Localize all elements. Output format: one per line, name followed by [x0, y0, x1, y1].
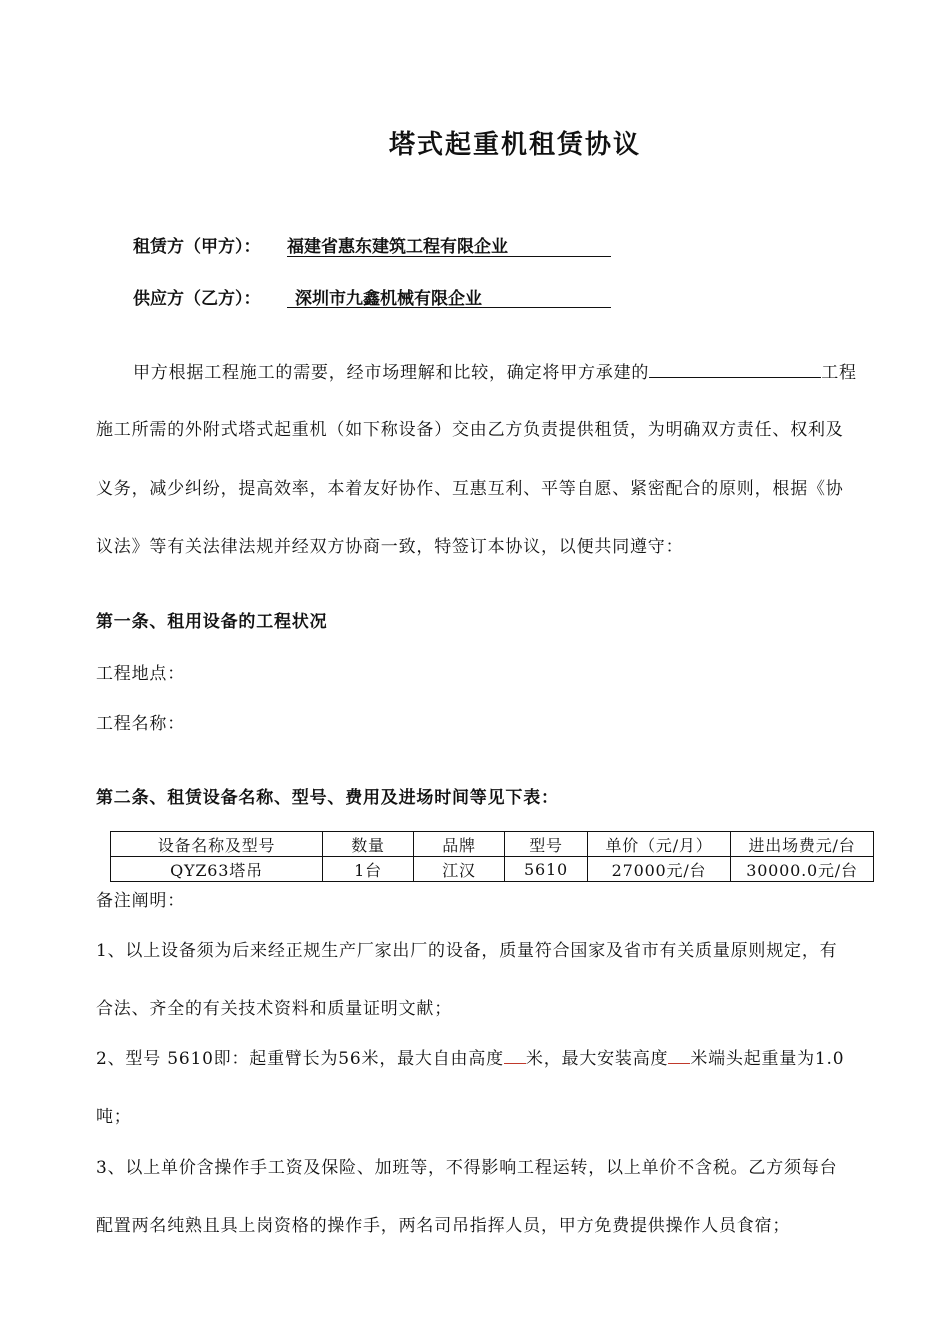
header-cell: 设备名称及型号	[111, 832, 323, 857]
table-cell: QYZ63塔吊	[111, 857, 323, 882]
document-title: 塔式起重机租赁协议	[388, 130, 641, 160]
header-cell: 单价（元/月）	[588, 832, 731, 857]
article-1-heading: 第一条、租用设备的工程状况	[96, 612, 328, 632]
free-height-blank	[504, 1049, 526, 1064]
supplier-label: 供应方（乙方）：	[133, 289, 261, 309]
intro-line-1	[133, 358, 857, 383]
lessee-label: 租赁方（甲方）：	[133, 237, 261, 257]
project-blank	[649, 363, 821, 378]
intro-line-1a: 甲方根据工程施工的需要，经市场理解和比较，确定将甲方承建的	[133, 363, 650, 383]
header-cell: 数量	[323, 832, 414, 857]
table-cell: 30000.0元/台	[731, 857, 874, 882]
note-3-line-1: 3、以上单价含操作手工资及保险、加班等，不得影响工程运转，以上单价不含税。乙方须每台	[96, 1158, 838, 1178]
intro-line-3: 义务，减少纠纷，提高效率，本着友好协作、互惠互利、平等自愿、紧密配合的原则，根据《协	[96, 479, 844, 499]
intro-line-1b: 工程	[821, 363, 857, 383]
note-2-line-1	[96, 1044, 844, 1069]
table-cell: 江汉	[414, 857, 505, 882]
install-height-blank	[668, 1049, 690, 1064]
table-header-row	[111, 832, 874, 857]
supplier-value: 深圳市九鑫机械有限企业	[287, 284, 611, 308]
table-cell: 27000元/台	[588, 857, 731, 882]
table-row	[111, 857, 874, 882]
lessee-value: 福建省惠东建筑工程有限企业	[287, 232, 611, 257]
header-cell: 型号	[505, 832, 588, 857]
note-1-line-1: 1、以上设备须为后来经正规生产厂家出厂的设备，质量符合国家及省市有关质量原则规定，有	[96, 941, 838, 961]
project-name-label: 工程名称：	[96, 714, 185, 734]
project-location-label: 工程地点：	[96, 664, 185, 684]
header-cell: 进出场费元/台	[731, 832, 874, 857]
note-3-line-2: 配置两名纯熟且具上岗资格的操作手，两名司吊指挥人员，甲方免费提供操作人员食宿；	[96, 1216, 791, 1236]
intro-line-4: 议法》等有关法律法规并经双方协商一致，特签订本协议，以便共同遵守：	[96, 537, 684, 557]
table-cell: 1台	[323, 857, 414, 882]
header-cell: 品牌	[414, 832, 505, 857]
table-cell: 5610	[505, 857, 588, 882]
note-2-part-c: 米端头起重量为1.0	[690, 1049, 845, 1069]
note-1-line-2: 合法、齐全的有关技术资料和质量证明文献；	[96, 999, 452, 1019]
note-2-part-b: 米，最大安装高度	[525, 1049, 669, 1069]
note-2-part-a: 2、型号 5610即：起重臂长为56米，最大自由高度	[96, 1049, 504, 1069]
note-2-line-2: 吨；	[96, 1107, 132, 1127]
intro-line-2: 施工所需的外附式塔式起重机（如下称设备）交由乙方负责提供租赁，为明确双方责任、权利及	[96, 420, 844, 440]
equipment-table	[110, 831, 874, 882]
remarks-label: 备注阐明：	[96, 891, 185, 911]
article-2-heading: 第二条、租赁设备名称、型号、费用及进场时间等见下表：	[96, 788, 559, 808]
